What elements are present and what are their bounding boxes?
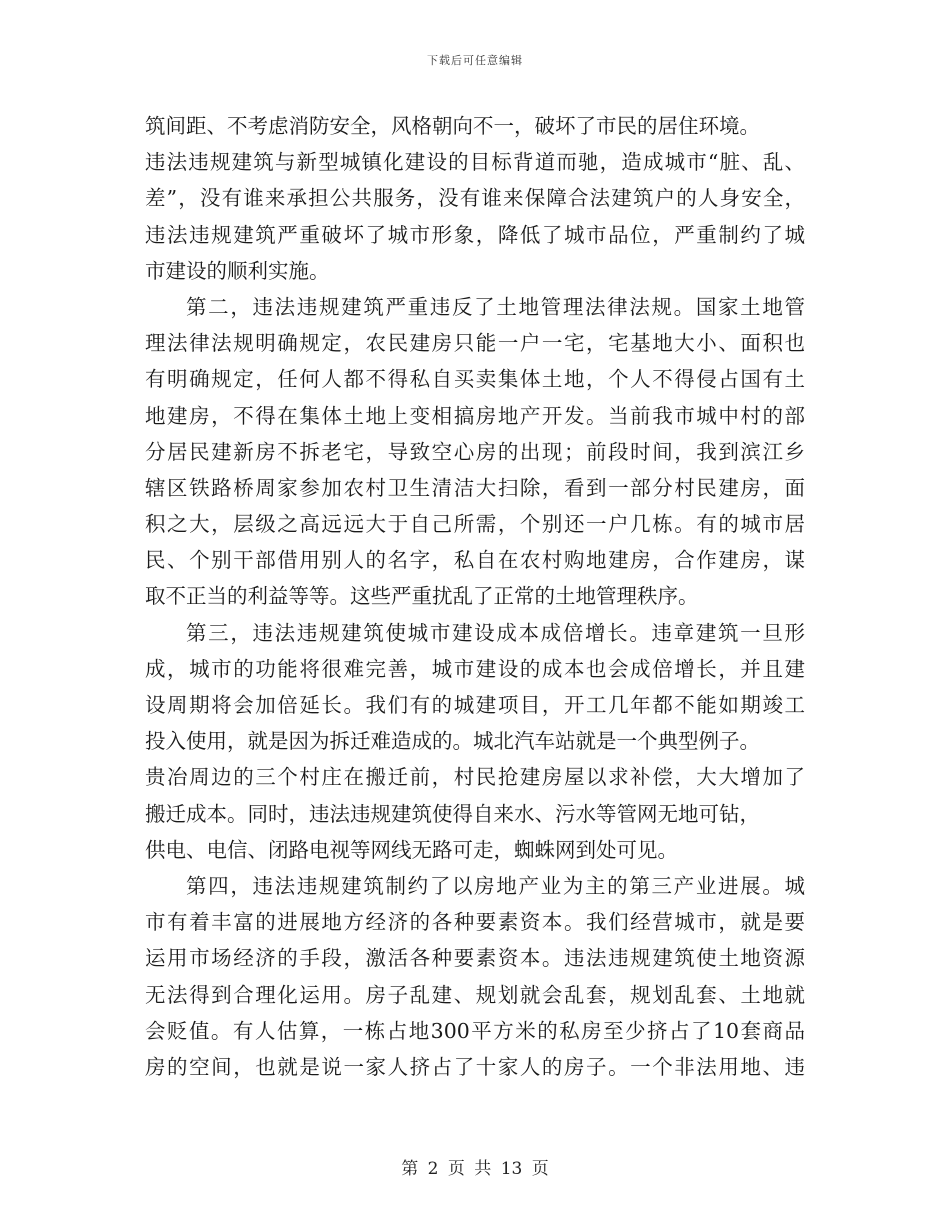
text-line: 贵冶周边的三个村庄在搬迁前，村民抢建房屋以求补偿，大大增加了 [145,765,805,790]
text-line: 分居民建新房不拆老宅，导致空心房的出现；前段时间，我到滨江乡 [145,439,805,464]
text-line: 理法律法规明确规定，农民建房只能一户一宅，宅基地大小、面积也 [145,331,805,356]
text-line: 投入使用，就是因为拆迁难造成的。城北汽车站就是一个典型例子。 [145,729,760,754]
text-line: 无法得到合理化运用。房子乱建、规划就会乱套，规划乱套、土地就 [145,982,805,1007]
page-number: 第 2 页 共 13 页 [401,1159,549,1179]
text-line: 筑间距、不考虑消防安全，风格朝向不一，破坏了市民的居住环境。 [145,114,760,138]
text-line: 有明确规定，任何人都不得私自买卖集体土地，个人不得侵占国有土 [145,367,805,392]
text-line: 市有着丰富的进展地方经济的各种要素资本。我们经营城市，就是要 [145,910,805,935]
text-line: 违法违规建筑与新型城镇化建设的目标背道而驰，造成城市“脏、乱、 [145,150,805,175]
text-line: 房的空间，也就是说一家人挤占了十家人的房子。一个非法用地、违 [145,1054,805,1079]
text-line: 取不正当的利益等等。这些严重扰乱了正常的土地管理秩序。 [145,584,699,609]
text-line: 辖区铁路桥周家参加农村卫生清洁大扫除，看到一部分村民建房，面 [145,475,805,500]
text-line: 搬迁成本。同时，违法违规建筑使得自来水、污水等管网无地可钻， [145,801,760,826]
text-line: 差”，没有谁来承担公共服务，没有谁来保障合法建筑户的人身安全， [145,186,805,211]
text-line: 民、个别干部借用别人的名字，私自在农村购地建房，合作建房，谋 [145,548,805,573]
text-line: 设周期将会加倍延长。我们有的城建项目，开工几年都不能如期竣工 [145,693,805,717]
text-line: 积之大，层级之高远远大于自己所需，个别还一户几栋。有的城市居 [145,512,805,537]
page-header: 下载后可任意编辑 [427,54,523,67]
text-line: 运用市场经济的手段，激活各种要素资本。违法违规建筑使土地资源 [145,946,805,971]
text-line: 第三，违法违规建筑使城市建设成本成倍增长。违章建筑一旦形 [186,620,805,645]
document-body [145,108,805,1085]
text-line: 会贬值。有人估算，一栋占地300平方米的私房至少挤占了10套商品 [145,1018,805,1043]
text-line: 地建房，不得在集体土地上变相搞房地产开发。当前我市城中村的部 [145,403,805,428]
text-line: 第二，违法违规建筑严重违反了土地管理法律法规。国家土地管 [186,294,805,319]
text-line: 第四，违法违规建筑制约了以房地产业为主的第三产业进展。城 [186,873,805,898]
text-line: 市建设的顺利实施。 [145,258,330,283]
text-line: 供电、电信、闭路电视等网线无路可走，蜘蛛网到处可见。 [145,837,678,862]
text-line: 成，城市的功能将很难完善，城市建设的成本也会成倍增长，并且建 [145,656,805,681]
text-line: 违法违规建筑严重破坏了城市形象，降低了城市品位，严重制约了城 [145,222,805,247]
